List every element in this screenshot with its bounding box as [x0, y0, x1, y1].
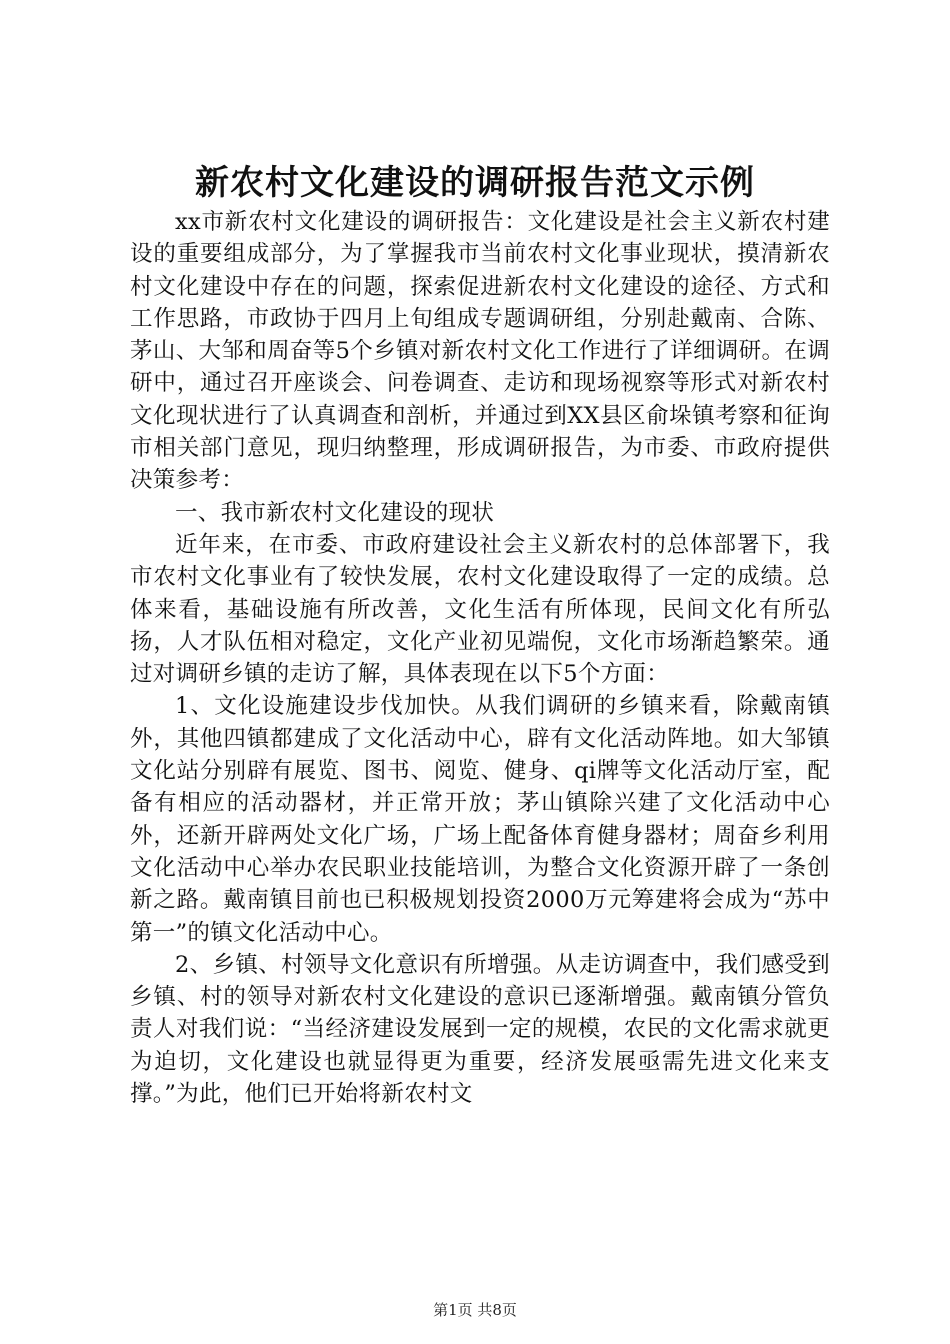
- document-body: [130, 206, 830, 1110]
- section-heading: 一、我市新农村文化建设的现状: [175, 499, 495, 526]
- body-paragraph: 1、文化设施建设步伐加快。从我们调研的乡镇来看，除戴南镇外，其他四镇都建成了文化活动中心，辟有文化活动阵地。如大邹镇文化站分别辟有展览、图书、阅览、健身、qi牌等文化活动厅室，配备有相应的活动器材，并正常开放；茅山镇除兴建了文化活动中心外，还新开辟两处文化广场，广场上配备体育健身器材；周奋乡利用文化活动中心举办农民职业技能培训，为整合文化资源开辟了一条创新之路。戴南镇目前也已积极规划投资2000万元筹建将会成为“苏中第一”的镇文化活动中心。: [130, 693, 830, 946]
- body-paragraph: 近年来，在市委、市政府建设社会主义新农村的总体部署下，我市农村文化事业有了较快发展，农村文化建设取得了一定的成绩。总体来看，基础设施有所改善，文化生活有所体现，民间文化有所弘扬，人才队伍相对稳定，文化产业初见端倪，文化市场渐趋繁荣。通过对调研乡镇的走访了解，具体表现在以下5个方面：: [130, 531, 830, 688]
- page-footer: 第1页 共8页: [433, 1301, 517, 1319]
- intro-paragraph: xx市新农村文化建设的调研报告：文化建设是社会主义新农村建设的重要组成部分，为了掌握我市当前农村文化事业现状，摸清新农村文化建设中存在的问题，探索促进新农村文化建设的途径、方式和工作思路，市政协于四月上旬组成专题调研组，分别赴戴南、合陈、茅山、大邹和周奋等5个乡镇对新农村文化工作进行了详细调研。在调研中，通过召开座谈会、问卷调查、走访和现场视察等形式对新农村文化现状进行了认真调查和剖析，并通过到XX县区俞垛镇考察和征询市相关部门意见，现归纳整理，形成调研报告，为市委、市政府提供决策参考：: [130, 209, 830, 494]
- body-paragraph: 2、乡镇、村领导文化意识有所增强。从走访调查中，我们感受到乡镇、村的领导对新农村文化建设的意识已逐渐增强。戴南镇分管负责人对我们说：“当经济建设发展到一定的规模，农民的文化需求就更为迫切，文化建设也就显得更为重要，经济发展亟需先进文化来支撑。”为此，他们已开始将新农村文: [130, 951, 830, 1108]
- document-title: 新农村文化建设的调研报告范文示例: [195, 163, 755, 203]
